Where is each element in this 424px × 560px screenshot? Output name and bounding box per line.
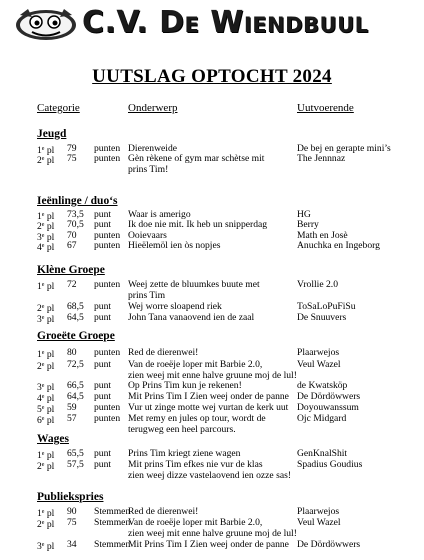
performer: Veul Wazel	[297, 359, 341, 370]
unit: Stemmen	[94, 506, 131, 517]
performer: HG	[297, 209, 311, 220]
subject: Hieëlemöl ien òs nopjes	[128, 240, 221, 251]
place: 3e pl	[37, 541, 55, 552]
score: 80	[67, 347, 77, 358]
place: 2e pl	[37, 361, 55, 372]
unit: punten	[94, 402, 121, 413]
unit: punten	[94, 143, 121, 154]
place: 1e pl	[37, 450, 55, 461]
score: 70	[67, 230, 77, 241]
subject-continuation: terugweg een heel parcours.	[128, 424, 236, 435]
performer: Plaarwejos	[297, 347, 340, 358]
subject: Mit Prins Tim I Zien weej onder de panne	[128, 391, 289, 402]
place: 1e pl	[37, 211, 55, 222]
header-banner	[8, 3, 420, 43]
place: 4e pl	[37, 242, 55, 253]
page-title: UUTSLAG OPTOCHT 2024	[92, 66, 332, 87]
unit: punt	[94, 380, 112, 391]
performer: Anuchka en Ingeborg	[297, 240, 380, 251]
column-header-performer: Uutvoerende	[297, 102, 354, 114]
place: 2e pl	[37, 221, 55, 232]
subject: Dierenweide	[128, 143, 178, 154]
subject: John Tana vanaovend ien de zaal	[128, 312, 255, 323]
subject: Red de dierenwei!	[128, 506, 199, 517]
unit: punt	[94, 219, 112, 230]
score: 57	[67, 413, 77, 424]
subject-continuation: zien weej mit enne halve gruune moj de lul!	[128, 528, 297, 539]
unit: punt	[94, 359, 112, 370]
score: 57,5	[67, 459, 84, 470]
place: 6e pl	[37, 415, 55, 426]
subject: Prins Tim kriegt ziene wagen	[128, 448, 241, 459]
score: 59	[67, 402, 77, 413]
performer: GenKnalShit	[297, 448, 348, 459]
unit: punten	[94, 413, 121, 424]
unit: punten	[94, 347, 121, 358]
place: 2e pl	[37, 155, 55, 166]
unit: punt	[94, 459, 112, 470]
performer: ToSaLoPuFiSu	[297, 301, 356, 312]
unit: Stemmen	[94, 539, 131, 550]
unit: punt	[94, 301, 112, 312]
unit: punten	[94, 230, 121, 241]
performer: Vrollie 2.0	[297, 279, 338, 290]
unit: punt	[94, 312, 112, 323]
mascot-logo-icon	[14, 7, 78, 41]
unit: punt	[94, 391, 112, 402]
score: 73,5	[67, 209, 84, 220]
score: 72	[67, 279, 77, 290]
section-heading: Publiekspries	[37, 491, 104, 503]
score: 70,5	[67, 219, 84, 230]
subject-continuation: zien weej dizze vastelaovend ien ozze sas!	[128, 470, 292, 481]
subject-continuation: prins Tim!	[128, 164, 169, 175]
subject: Met remy en jules op tour, wordt de	[128, 413, 266, 424]
score: 75	[67, 517, 77, 528]
subject: Wej worre sloapend riek	[128, 301, 222, 312]
unit: punt	[94, 448, 112, 459]
unit: Stemmen	[94, 517, 131, 528]
performer: Doyouwanssum	[297, 402, 359, 413]
place: 1e pl	[37, 349, 55, 360]
score: 65,5	[67, 448, 84, 459]
place: 1e pl	[37, 145, 55, 156]
score: 75	[67, 153, 77, 164]
subject: Weej zette de bluumkes buute met	[128, 279, 260, 290]
section-heading: Wages	[37, 433, 69, 445]
subject: Ooievaars	[128, 230, 167, 241]
score: 72,5	[67, 359, 84, 370]
section-heading: Jeugd	[37, 128, 67, 140]
performer: Ojc Midgard	[297, 413, 347, 424]
subject: Gèn rèkene of gym mar schètse mit	[128, 153, 265, 164]
place: 1e pl	[37, 281, 55, 292]
subject: Mit prins Tim efkes nie vur de klas	[128, 459, 263, 470]
score: 79	[67, 143, 77, 154]
performer: De Snuuvers	[297, 312, 347, 323]
place: 3e pl	[37, 314, 55, 325]
performer: De Dördöwwers	[297, 539, 361, 550]
unit: punten	[94, 240, 121, 251]
place: 2e pl	[37, 519, 55, 530]
performer: Math en Josè	[297, 230, 348, 241]
performer: de Kwatsköp	[297, 380, 348, 391]
subject: Ik doe nie mit. Ik heb un snipperdag	[128, 219, 268, 230]
subject: Red de dierenwei!	[128, 347, 199, 358]
section-heading: Groeëte Groepe	[37, 330, 115, 342]
unit: punten	[94, 279, 121, 290]
score: 34	[67, 539, 77, 550]
place: 3e pl	[37, 232, 55, 243]
subject-continuation: zien weej mit enne halve gruune moj de lul!	[128, 370, 297, 381]
performer: De bej en gerapte mini’s	[297, 143, 391, 154]
club-logo-text: C.V. De Wiendbuul	[82, 5, 369, 40]
performer: Berry	[297, 219, 319, 230]
performer: Spadius Goudius	[297, 459, 363, 470]
place: 2e pl	[37, 461, 55, 472]
subject: Vur ut zinge motte wej vurtan de kerk uut	[128, 402, 289, 413]
subject: Van de roeëje loper mit Barbie 2.0,	[128, 359, 263, 370]
subject: Mit Prins Tim I Zien weej onder de panne	[128, 539, 289, 550]
score: 68,5	[67, 301, 84, 312]
performer: The Jennnaz	[297, 153, 346, 164]
place: 1e pl	[37, 508, 55, 519]
subject-continuation: prins Tim	[128, 290, 166, 301]
place: 5e pl	[37, 404, 55, 415]
performer: Plaarwejos	[297, 506, 340, 517]
subject: Op Prins Tim kun je rekenen!	[128, 380, 242, 391]
place: 3e pl	[37, 382, 55, 393]
performer: De Dördöwwers	[297, 391, 361, 402]
unit: punt	[94, 209, 112, 220]
score: 66,5	[67, 380, 84, 391]
subject: Van de roeëje loper mit Barbie 2.0,	[128, 517, 263, 528]
place: 2e pl	[37, 303, 55, 314]
performer: Veul Wazel	[297, 517, 341, 528]
place: 4e pl	[37, 393, 55, 404]
score: 67	[67, 240, 77, 251]
score: 64,5	[67, 391, 84, 402]
section-heading: Klène Groepe	[37, 264, 105, 276]
column-header-subject: Onderwerp	[128, 102, 178, 114]
section-heading: Ieënlinge / duo‘s	[37, 195, 118, 207]
unit: punten	[94, 153, 121, 164]
subject: Waar is amerigo	[128, 209, 191, 220]
score: 90	[67, 506, 77, 517]
score: 64,5	[67, 312, 84, 323]
column-header-category: Categorie	[37, 102, 80, 114]
